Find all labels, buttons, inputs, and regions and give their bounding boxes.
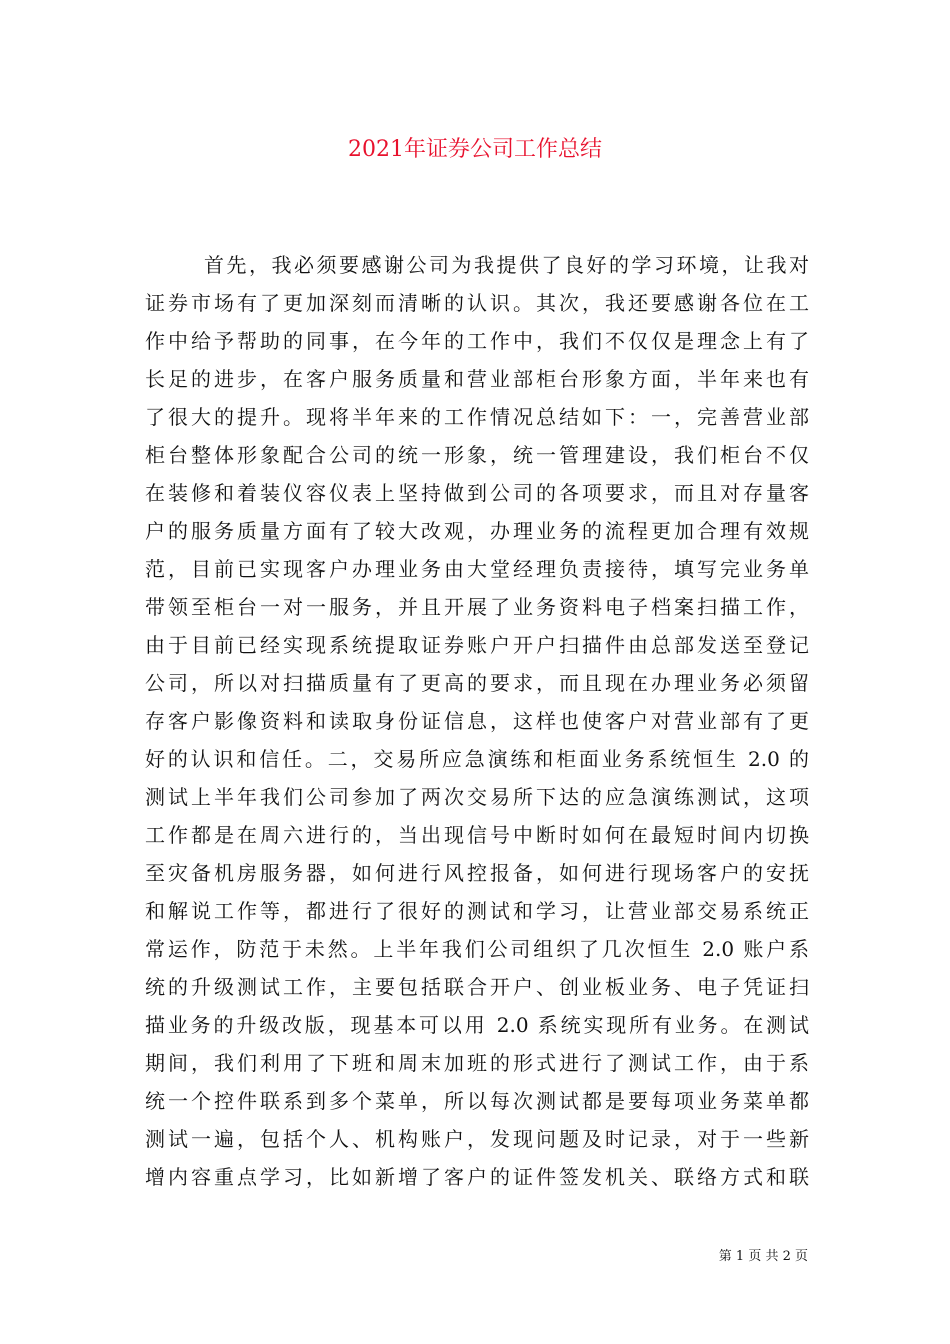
body-line: 范，目前已实现客户办理业务由大堂经理负责接待，填写完业务单	[145, 557, 809, 581]
body-line: 期间，我们利用了下班和周末加班的形式进行了测试工作，由于系	[145, 1051, 809, 1075]
body-line: 好的认识和信任。二，交易所应急演练和柜面业务系统恒生 2.0 的	[145, 747, 809, 771]
body-line: 由于目前已经实现系统提取证券账户开户扫描件由总部发送至登记	[145, 633, 809, 657]
body-line: 常运作，防范于未然。上半年我们公司组织了几次恒生 2.0 账户系	[145, 937, 809, 961]
body-line: 带领至柜台一对一服务，并且开展了业务资料电子档案扫描工作，	[145, 595, 809, 619]
body-line: 作中给予帮助的同事，在今年的工作中，我们不仅仅是理念上有了	[145, 329, 809, 353]
body-line: 描业务的升级改版，现基本可以用 2.0 系统实现所有业务。在测试	[145, 1013, 809, 1037]
body-line: 证券市场有了更加深刻而清晰的认识。其次，我还要感谢各位在工	[145, 291, 809, 315]
page-number-footer: 第 1 页 共 2 页	[718, 1249, 808, 1264]
body-line: 测试上半年我们公司参加了两次交易所下达的应急演练测试，这项	[145, 785, 809, 809]
body-line: 增内容重点学习，比如新增了客户的证件签发机关、联络方式和联	[145, 1165, 809, 1189]
body-line: 柜台整体形象配合公司的统一形象，统一管理建设，我们柜台不仅	[145, 443, 809, 467]
body-line: 户的服务质量方面有了较大改观，办理业务的流程更加合理有效规	[145, 519, 809, 543]
body-line: 首先，我必须要感谢公司为我提供了良好的学习环境，让我对	[204, 253, 809, 277]
body-line: 测试一遍，包括个人、机构账户，发现问题及时记录，对于一些新	[145, 1127, 809, 1151]
body-line: 在装修和着装仪容仪表上坚持做到公司的各项要求，而且对存量客	[145, 481, 809, 505]
body-line: 了很大的提升。现将半年来的工作情况总结如下：一，完善营业部	[145, 405, 809, 429]
document-title: 2021年证券公司工作总结	[348, 137, 602, 162]
document-body	[145, 246, 809, 1196]
body-line: 统一个控件联系到多个菜单，所以每次测试都是要每项业务菜单都	[145, 1089, 809, 1113]
body-line: 公司，所以对扫描质量有了更高的要求，而且现在办理业务必须留	[145, 671, 809, 695]
body-line: 长足的进步，在客户服务质量和营业部柜台形象方面，半年来也有	[145, 367, 809, 391]
body-line: 和解说工作等，都进行了很好的测试和学习，让营业部交易系统正	[145, 899, 809, 923]
body-line: 存客户影像资料和读取身份证信息，这样也使客户对营业部有了更	[145, 709, 809, 733]
body-line: 统的升级测试工作，主要包括联合开户、创业板业务、电子凭证扫	[145, 975, 809, 999]
body-line: 至灾备机房服务器，如何进行风控报备，如何进行现场客户的安抚	[145, 861, 809, 885]
body-line: 工作都是在周六进行的，当出现信号中断时如何在最短时间内切换	[145, 823, 809, 847]
